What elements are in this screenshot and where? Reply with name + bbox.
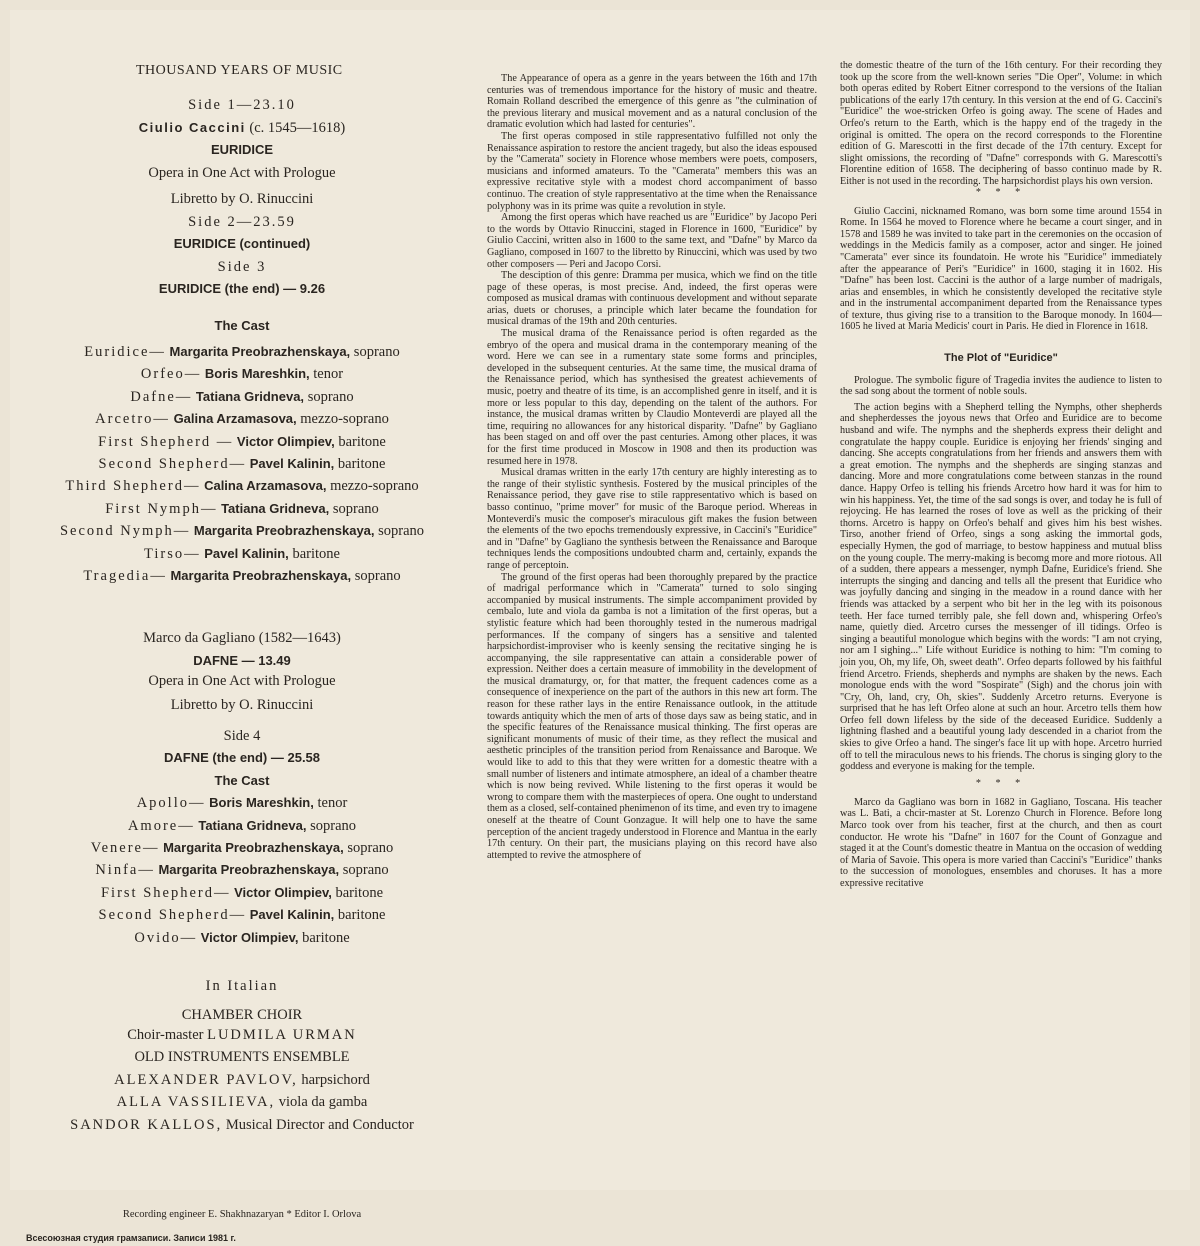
performer-1-name: ALEXANDER PAVLOV,	[114, 1071, 298, 1088]
essay-column-2	[840, 60, 1162, 890]
role-name: Ovido—	[134, 929, 198, 946]
essay-paragraph: The Appearance of opera as a genre in the years between the 16th and 17th centuries was of tremendous importance for the history of music and theatre. Romain Rolland described the emergence of this genre as "the culmination of the previous literary and musical movement and as a natural conclusion of the dramatic evolution which had lasted for centuries".	[487, 73, 817, 131]
cast-2-heading: The Cast	[214, 772, 270, 788]
voice-type: soprano	[342, 862, 389, 879]
libretto-1: Libretto by O. Rinuccini	[170, 191, 314, 207]
role-name: Amore—	[127, 817, 195, 834]
essay-paragraph: The desciption of this genre: Dramma per musica, which we find on the title page of these operas, is most precise. And, indeed, the first operas were composed as musical dramas with continuous development and without separate arias, duets or choruses, a principle which later became the foundation for musical dramas of the 19th and 20th centuries.	[487, 270, 817, 328]
voice-type: soprano	[354, 567, 401, 584]
voice-type: soprano	[307, 388, 354, 405]
singer-name: Boris Mareshkin,	[209, 795, 314, 811]
plot-heading: The Plot of "Euridice"	[944, 352, 1058, 365]
voice-type: soprano	[353, 344, 400, 360]
essay-paragraph: Musical dramas written in the early 17th century are highly interesting as to the range of their stylistic synthesis. Fostered by the musical principles of the Renaissance period, they gave rise to stile rappresentativo which is based on basso continuo, "prime mover" for music of the Baroque period. Whereas in Monteverdi's music the composer's miraculous gift makes the fusion between the elements of the two epochs tremendously expressive, in Caccini's "Euridice" and in "Dafne" by Gagliano the synthesis between the Renaissance and Baroque techniques lends the compositions undoubted charm and, certainly, expands the range of perceptoin.	[487, 467, 817, 571]
opera-1-end: EURIDICE (the end) — 9.26	[158, 281, 326, 296]
singer-name: Victor Olimpiev,	[234, 884, 332, 900]
role-name: Venere—	[90, 840, 160, 857]
series-title: THOUSAND YEARS OF MUSIC	[136, 63, 343, 78]
cast-member	[26, 837, 458, 859]
singer-name: Margarita Preobrazhenskaya,	[170, 567, 352, 583]
role-name: Second Shepherd—	[98, 907, 247, 924]
label-line: Всесоюзная студия грамзаписи. Записи 1981 г.	[26, 1233, 236, 1244]
performer-3-name: SANDOR KALLOS,	[70, 1116, 223, 1133]
cast-member	[26, 520, 458, 542]
cast-member	[26, 408, 458, 430]
voice-type: soprano	[332, 500, 379, 517]
side-1-heading: Side 1—23.10	[188, 97, 296, 113]
essay-column-1	[487, 73, 817, 861]
essay-paragraph: Among the first operas which have reached us are "Euridice" by Jacopo Peri to the words by Ottavio Rinuccini, staged in Florence in 1600, "Euridice" by Giulio Caccini, written also in 1600 to the same text, and "Dafne" by Marco da Gagliano, composed in 1607 to the libretto by Rinuccini, which was used by two other composers — Peri and Jacopo Corsi.	[487, 212, 817, 270]
singer-name: Margarita Preobrazhenskaya,	[193, 523, 375, 539]
role-name: Euridice—	[84, 344, 166, 360]
performer-1	[26, 1069, 458, 1092]
opera-1-title: EURIDICE	[210, 142, 274, 157]
performer-2	[26, 1091, 458, 1114]
essay-paragraph: The ground of the first operas had been thoroughly prepared by the practice of madrigal performance which in "Camerata" turned to solo singing accompanied by musical instruments. The simple accompaniment provided by cembalo, lute and viola da gamba is not a limitation of the first operas, but a stylistic feature which had been thoroughly tested in the numerous madrigal performances. If the company of singers has a sensitive and talented harpsichordist-improviser who is keenly sensing the recitative singing he is accompanying, the sile rappresentative can attain a considerable power of expression. Neither does a certain measure of immobility in the development of the musical dramaturgy, or, for that matter, the frequent cadences come as a consequence of inexperience on the part of the authors in this new art form. The reason for these rather lays in the entire Renaissance outlook, in the attitude towards antiquity which the men of arts of those days saw as being static, and in the specific features of the Renaissance musical thinking. The first operas are significant monuments of music of their time, as they reflect the musical and aesthetic principles of the transition period from Renaissance and Baroque. We would like to add to this that they were written for a domestic theatre with a small number of listeners and intimate atmosphere, an ideal of a chamber theatre which is now being revived. While listening to the first operas it would be wrong to compare them with the masterpieces of opera. One ought to understand them as a closed, self-contained phenimenon of its time, and even try to imagene oneself at the theatre of Count Gonzague. It will help one to have the same perception of the ancient tragedy understood in Florence and Mantua in the early 17th century. On their part, the musicians playing on this record have also attempted to revive the atmosphere of	[487, 571, 817, 861]
role-name: First Shepherd —	[98, 433, 234, 450]
cast-member	[26, 904, 458, 926]
voice-type: baritone	[302, 929, 350, 946]
role-name: Dafne—	[130, 388, 193, 405]
section-divider-1: * * *	[975, 186, 1027, 198]
role-name: Tragedia—	[83, 567, 167, 584]
singer-name: Galina Arzamasova,	[173, 411, 297, 427]
performer-2-name: ALLA VASSILIEVA,	[116, 1094, 276, 1111]
composer-1-dates: (c. 1545—1618)	[249, 119, 346, 136]
caccini-bio-paragraph: Giulio Caccini, nicknamed Romano, was born some time around 1554 in Rome. In 1564 he moved to Florence where he became a court singer, and in 1578 and 1589 he was invited to take part in the ceremonies on the occasion of weddings in the Medicis family as a composer, actor and singer. He joined "Camerata" ever since its foundatoin. He wrote his "Euridice" immediately after the appearance of Peri's "Euridice" in 1600, staging it in 1602. His "Dafne" has been lost. Caccini is the author of a large number of madrigals, arias and ensembles, in which he consistently developed the recitative style and in the instrumental accompaniment departed from the Renaissance types of texture, thus giving rise to a transition to the Baroque monody. In 1604—1605 he lived at Maria Medicis' court in Paris. He died in Florence in 1618.	[840, 205, 1162, 333]
language-note: In Italian	[205, 978, 279, 995]
choir-master-name: LUDMILA URMAN	[207, 1026, 357, 1043]
voice-type: baritone	[338, 433, 386, 450]
singer-name: Margarita Preobrazhenskaya,	[163, 840, 344, 856]
ensemble-name: OLD INSTRUMENTS ENSEMBLE	[134, 1049, 350, 1066]
voice-type: tenor	[317, 795, 348, 812]
cast-member	[26, 498, 458, 520]
role-name: Ninfa—	[95, 862, 155, 879]
singer-name: Pavel Kalinin,	[249, 907, 335, 923]
libretto-2: Libretto by O. Rinuccini	[170, 697, 314, 714]
voice-type: mezzo-soprano	[330, 478, 419, 495]
cast-member	[26, 815, 458, 837]
voice-type: soprano	[378, 523, 425, 540]
essay-paragraph: The musical drama of the Renaissance period is often regarded as the embryo of the opera and musical drama in the contemporary meaning of the word. Here we can see in a rumentary state some forms and principles, developed in the subsequent centuries. At the same time, the musical drama of the Renaissance period, which has synthesised the greatest achievements of music, poetry and theatre of its time, is an accomplished genre in itself, and it is more or less popular to this day, depending on the talent of the authors. For instance, the musical dramas written by Claudio Monteverdi are played all the time, requiring no allowances for any historical disparity. "Dafne" by Gagliano has been staged on and off over the past centuries. Among other places, it was for the first time produced in Moscow in 1908 and then its production was resumed here in 1978.	[487, 328, 817, 467]
cast-member	[26, 927, 458, 949]
cast-1-list	[26, 341, 458, 587]
performer-3	[26, 1114, 458, 1137]
choir-master-label: Choir-master	[127, 1026, 204, 1043]
opera-2-title: DAFNE — 13.49	[193, 652, 291, 668]
opera-2-description: Opera in One Act with Prologue	[148, 673, 336, 690]
cast-2-list	[26, 792, 458, 949]
plot-paragraph: The action begins with a Shepherd telling the Nymphs, other shepherds and shepherdesses the joyous news that Orfeo and Euridice are to become husband and wife. The nymphs and the shepherds express their delight and congratulate the happy couple. Euridice is enjoying her friends' singing and dancing. She accepts congratulations from her friends and answers them with a great emotion. The nymphs and the shepherds are singing stanzas and dancing. More and more congratulations come between stanzas in the round dance. Happy Orfeo is telling his friends Arcetro how hard it was for him to win his happiness. Yet, the time of the sad songs is over, and today he is full of rejoycing. He has learned the roses of love as well as the pricking of their thorns. Arcetro is happy on Orfeo's behalf and gives him his best wishes. Tirso, another friend of Orfeo, sings a song asking the immortal gods, especially Hymen, the god of marriage, to bestow happiness and mutual bliss on the young couple. The merry-making is becomg more and more riotous. All of a sudden, there appears a messenger, nymph Dafne, Euridice's friend. She interrupts the singing and dancing and tells all the present that Euridice who was joyfully dancing and singing in the meadow in a round dance with her friends was attacked by a serpent who bit her in the leg with its poisonous teeth. Her face turned terribly pale, she fell down and, whispering Orfeo's name, quietly died. Arcetro curses the messenger of ill tidings. Orfeo is singing a beautiful monologue which begins with the words: "I am not crying, nor am I sighing..." Life without Euridice is nothing to him: "I'm coming to join you, Oh, my life, Oh, sweet death". Orfeo departs followed by his faithful friend Arcetro. Friends, shepherds and nymphs are shaken by the news. Each monologue ends with the word "Sospirate" (Sigh) and the chorus join with "Cry, Oh, land, cry, Oh, skies". Suddenly Arcetro returns. Everyone is surprised that he has left Orfeo alone at such an hour. Arcetro tells them how Orfeo fell down lifeless by the side of the deceased Euridice. Suddenly a lightning flashed and a beautiful young lady descended in a chariot from the skies to give Orfeo a hand. The singer's face lit up with hope. Arcetro hurried off to tell the miraculous news to his friends. The chorus is singing glory to the goddess and everyone is making for the temple.	[840, 401, 1162, 773]
voice-type: baritone	[292, 545, 340, 562]
choir-name: CHAMBER CHOIR	[181, 1006, 303, 1023]
gagliano-bio-paragraph: Marco da Gagliano was born in 1682 in Gagliano, Toscana. His teacher was L. Bati, a chcir-master at St. Lorenzo Church in Florence. Before long Marco took over from his teacher, first at the church, and then as court conductor. He wrote his "Dafne" in 1607 for the Count of Gonzague and staged it at the Count's domestic theatre in Mantua on the occasion of wedding of Maria of Savoie. This opera is more varied than Caccini's "Euridice" thanks to the succession of monologues, ensembles and choruses. It has a more expressive recitative	[840, 796, 1162, 889]
voice-type: soprano	[310, 817, 357, 834]
singer-name: Margarita Preobrazhenskaya,	[169, 344, 351, 359]
cast-member	[26, 453, 458, 475]
composer-2: Marco da Gagliano (1582—1643)	[143, 630, 341, 647]
side-4-heading: Side 4	[223, 727, 261, 744]
singer-name: Boris Mareshkin,	[204, 366, 310, 382]
performer-3-role: Musical Director and Conductor	[225, 1116, 414, 1133]
cast-member	[26, 882, 458, 904]
singer-name: Victor Olimpiev,	[200, 929, 299, 945]
cast-member	[26, 363, 458, 385]
singer-name: Pavel Kalinin,	[249, 455, 335, 471]
role-name: Third Shepherd—	[65, 478, 201, 495]
opera-2-end: DAFNE (the end) — 25.58	[163, 750, 321, 766]
section-divider-2: * * *	[975, 777, 1027, 789]
singer-name: Pavel Kalinin,	[204, 545, 289, 561]
essay-continuation-paragraph: the domestic theatre of the turn of the 16th century. For their recording they took up the score from the well-known series "Die Oper", Volume: in which both operas edited by Robert Eitner correspond to the versions of the Italian publications of the early 17th century. In this version at the end of G. Caccini's "Euridice" the woe-stricken Orfeo is going away. The scene of Hades and Orfeo's return to the Earth, which is the happy end of the tragedy in the original is omitted. The opera on the record corresponds to the Florentine edition of G. Marescotti in the first decade of the 17th century. Except for slight omissions, the recording of "Dafne" corresponds with G. Marescotti's Florentine edition of 1658. The deciphering of basso continuo made by R. Either is not used in the recording. The harpsichordist plays his own version.	[840, 60, 1162, 187]
voice-type: tenor	[313, 366, 344, 383]
role-name: Apollo—	[136, 795, 206, 812]
opera-1-continued: EURIDICE (continued)	[173, 236, 311, 251]
cast-member	[26, 859, 458, 881]
track-listing-column	[26, 60, 458, 1246]
singer-name: Tatiana Gridneva,	[198, 817, 307, 833]
performer-2-role: viola da gamba	[278, 1094, 368, 1111]
cast-member	[26, 565, 458, 587]
voice-type: baritone	[335, 884, 384, 901]
credits-line: Recording engineer E. Shakhnazaryan * Editor I. Orlova	[122, 1209, 362, 1221]
singer-name: Tatiana Gridneva,	[221, 500, 330, 516]
role-name: Arcetro—	[95, 411, 170, 428]
role-name: Tirso—	[144, 545, 201, 562]
cast-member	[26, 475, 458, 497]
singer-name: Margarita Preobrazhenskaya,	[158, 862, 340, 878]
role-name: First Nymph—	[105, 500, 218, 517]
role-name: Orfeo—	[140, 366, 202, 383]
voice-type: baritone	[337, 907, 386, 924]
essay-paragraph: The first operas composed in stile rappresentativo fulfilled not only the Renaissance aspiration to restore the ancient tragedy, but also the ideas espoused by the "Camerata" society in Florence whose members were poets, composers, musicians and informed amateurs. To the "Camerata" members this was an expressive recitative style with a modest chord accompaniment of basso continuo. The creation of style rappresentativo at the time when the Renaissance polyphony was in its prime was quite a revolution in style.	[487, 130, 817, 212]
voice-type: mezzo-soprano	[300, 411, 389, 428]
side-3-heading: Side 3	[217, 258, 267, 275]
cast-member	[26, 431, 458, 453]
role-name: Second Nymph—	[59, 523, 191, 540]
cast-member	[26, 792, 458, 814]
performer-1-role: harpsichord	[301, 1071, 370, 1088]
voice-type: baritone	[337, 455, 386, 472]
voice-type: soprano	[347, 840, 394, 857]
role-name: First Shepherd—	[100, 884, 231, 901]
side-2-heading: Side 2—23.59	[188, 213, 296, 230]
role-name: Second Shepherd—	[98, 455, 247, 472]
choir-master-line	[26, 1024, 458, 1047]
composer-1-name: Ciulio Caccini	[138, 119, 246, 135]
prologue-paragraph: Prologue. The symbolic figure of Tragedia invites the audience to listen to the sad song about the torment of noble souls.	[840, 374, 1162, 398]
cast-1-heading: The Cast	[214, 317, 270, 333]
opera-1-description: Opera in One Act with Prologue	[148, 164, 336, 181]
composer-1	[26, 117, 458, 140]
singer-name: Victor Olimpiev,	[236, 433, 335, 449]
singer-name: Calina Arzamasova,	[204, 478, 327, 494]
cast-member	[26, 543, 458, 565]
cast-member	[26, 386, 458, 408]
cast-member	[26, 341, 458, 363]
singer-name: Tatiana Gridneva,	[195, 388, 305, 404]
